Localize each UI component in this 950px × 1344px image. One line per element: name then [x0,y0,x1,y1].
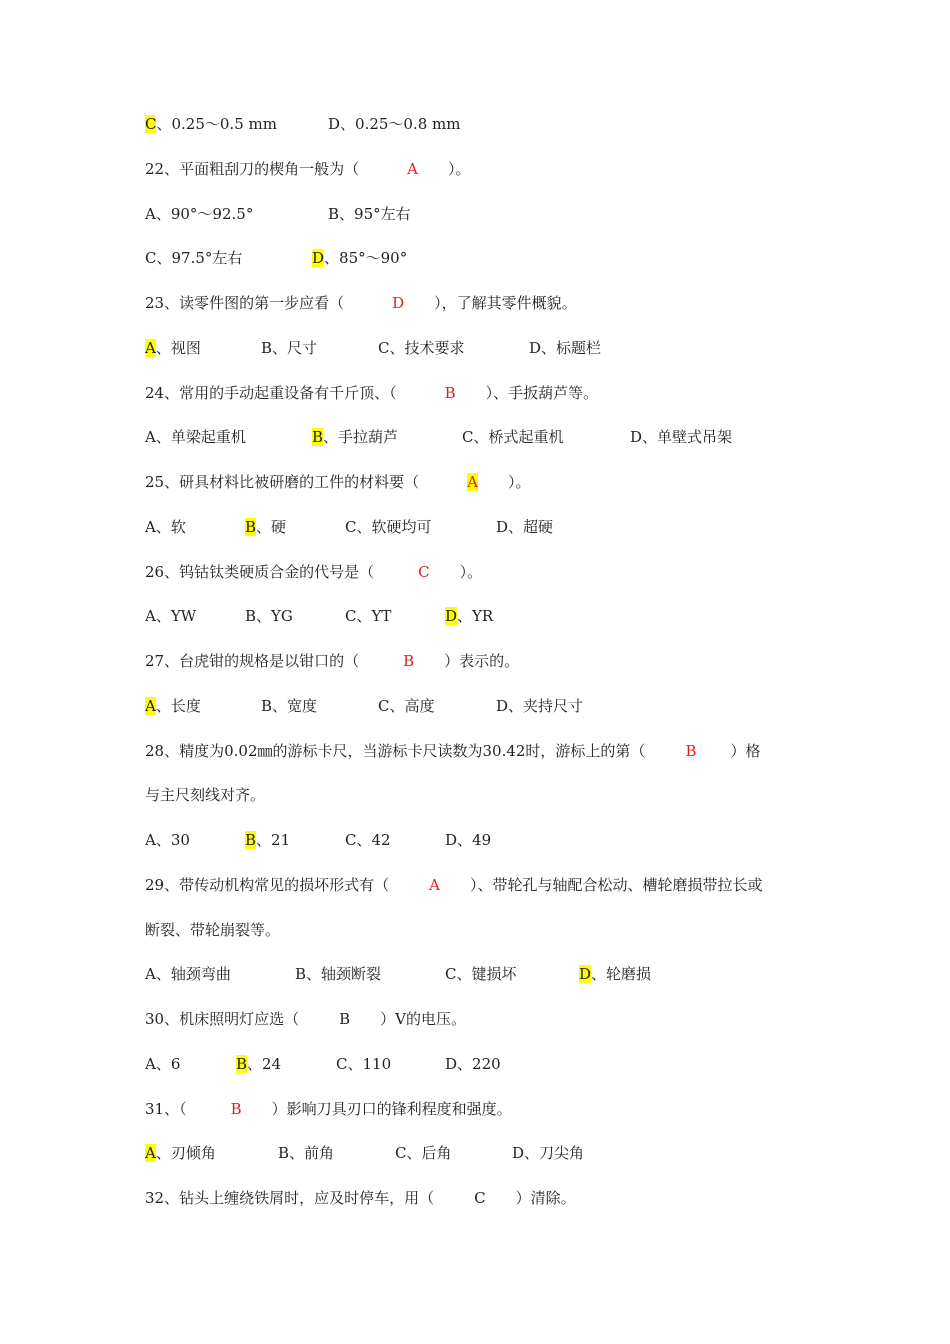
question-text-tail: ）、手扳葫芦等。 [485,383,599,402]
question-text: 27、台虎钳的规格是以钳口的（ [145,652,360,670]
question-text: 30、机床照明灯应选（ [145,1010,300,1028]
option-d: D、刀尖角 [512,1144,585,1163]
option-c: C、高度 [378,696,435,715]
answer-letter: C [418,562,430,581]
answer-letter: A [407,159,418,178]
question-text-tail: ）。 [459,562,483,581]
line-question [145,159,470,179]
option-a: A、YW [145,607,197,626]
answer-letter: B [685,741,697,760]
question-text: 26、钨钴钛类硬质合金的代号是（ [145,562,375,581]
option-c: C、后角 [395,1144,452,1163]
option-d: D、85°～90° [312,249,408,268]
option-d: D、轮磨损 [579,965,652,984]
line-question [145,741,760,761]
question-text: 29、带传动机构常见的损坏形式有（ [145,875,390,894]
option-b: B、尺寸 [261,338,318,357]
option-a: A、单梁起重机 [145,428,246,447]
option-d: D、标题栏 [529,338,602,357]
answer-letter: D [392,294,405,312]
option-b: B、宽度 [261,696,318,715]
option-d: D、YR [445,607,494,626]
option-c: C、YT [345,607,392,626]
option-d: D、超硬 [496,517,554,536]
option-a: A、6 [145,1054,181,1073]
answer-letter: B [444,383,456,402]
line-question [145,1009,466,1029]
option-d: D、220 [445,1054,501,1073]
line-question [145,383,598,403]
option-d: D、49 [445,831,492,849]
question-text-tail: ）。 [447,159,471,178]
line-question [145,1099,512,1119]
option-a: A、软 [145,517,186,536]
option-b: B、手拉葫芦 [312,428,399,447]
question-text: 25、研具材料比被研磨的工件的材料要（ [145,473,420,491]
line-text [145,785,265,805]
option-c: C、97.5°左右 [145,249,243,268]
question-text: 28、精度为0.02㎜的游标卡尺，当游标卡尺读数为30.42时，游标上的第（ [145,741,646,760]
option-c: C、软硬均可 [345,517,432,536]
question-text-tail: ）V的电压。 [380,1010,466,1028]
line-question [145,562,482,582]
option-c: C、桥式起重机 [462,428,564,447]
question-text-tail: ）、带轮孔与轴配合松动、槽轮磨损带拉长或 [469,875,763,894]
option-a: A、长度 [145,696,201,715]
option-a: A、90°～92.5° [145,204,254,223]
line-question [145,472,530,492]
continuation-text: 断裂、带轮崩裂等。 [145,920,281,939]
option-b: B、前角 [278,1144,335,1163]
question-text-tail: ）表示的。 [444,652,520,670]
option-c: C、0.25～0.5 mm [145,115,277,133]
question-text-tail: ）清除。 [515,1189,576,1207]
option-a: A、30 [145,831,190,849]
option-c: C、键损坏 [445,965,517,984]
answer-letter: B [403,652,415,670]
option-b: B、轴颈断裂 [295,965,382,984]
option-d: D、单壁式吊架 [630,428,733,447]
answer-letter: A [429,875,440,894]
question-text: 31、（ [145,1099,187,1118]
question-text-tail: ）格 [730,741,761,760]
question-text-tail: ），了解其零件概貌。 [434,294,577,312]
question-text: 23、读零件图的第一步应看（ [145,294,345,312]
question-text-tail: ）影响刀具刃口的锋利程度和强度。 [271,1099,512,1118]
line-question [145,875,762,895]
question-text-tail: ）。 [507,473,531,491]
question-text: 22、平面粗刮刀的楔角一般为（ [145,159,360,178]
continuation-text: 与主尺刻线对齐。 [145,786,266,805]
question-text: 24、常用的手动起重设备有千斤顶、（ [145,383,397,402]
answer-letter: B [230,1099,242,1118]
line-question [145,1188,576,1208]
option-c: C、技术要求 [378,338,465,357]
option-b: B、95°左右 [328,204,411,223]
option-b: B、硬 [245,517,287,536]
line-question [145,651,519,671]
option-c: C、110 [336,1054,392,1073]
question-text: 32、钻头上缠绕铁屑时，应及时停车，用（ [145,1189,435,1207]
line-text [145,920,280,940]
option-a: A、视图 [145,338,201,357]
answer-letter: C [474,1189,486,1207]
option-c: C、42 [345,831,391,849]
option-b: B、YG [245,607,293,626]
option-d: D、夹持尺寸 [496,696,584,715]
answer-letter: A [467,473,478,491]
option-b: B、24 [236,1054,282,1073]
option-a: A、轴颈弯曲 [145,965,231,984]
option-b: B、21 [245,831,291,849]
option-a: A、刃倾角 [145,1144,216,1163]
line-question [145,293,577,313]
option-d: D、0.25～0.8 mm [328,115,461,133]
answer-letter: B [339,1010,351,1028]
